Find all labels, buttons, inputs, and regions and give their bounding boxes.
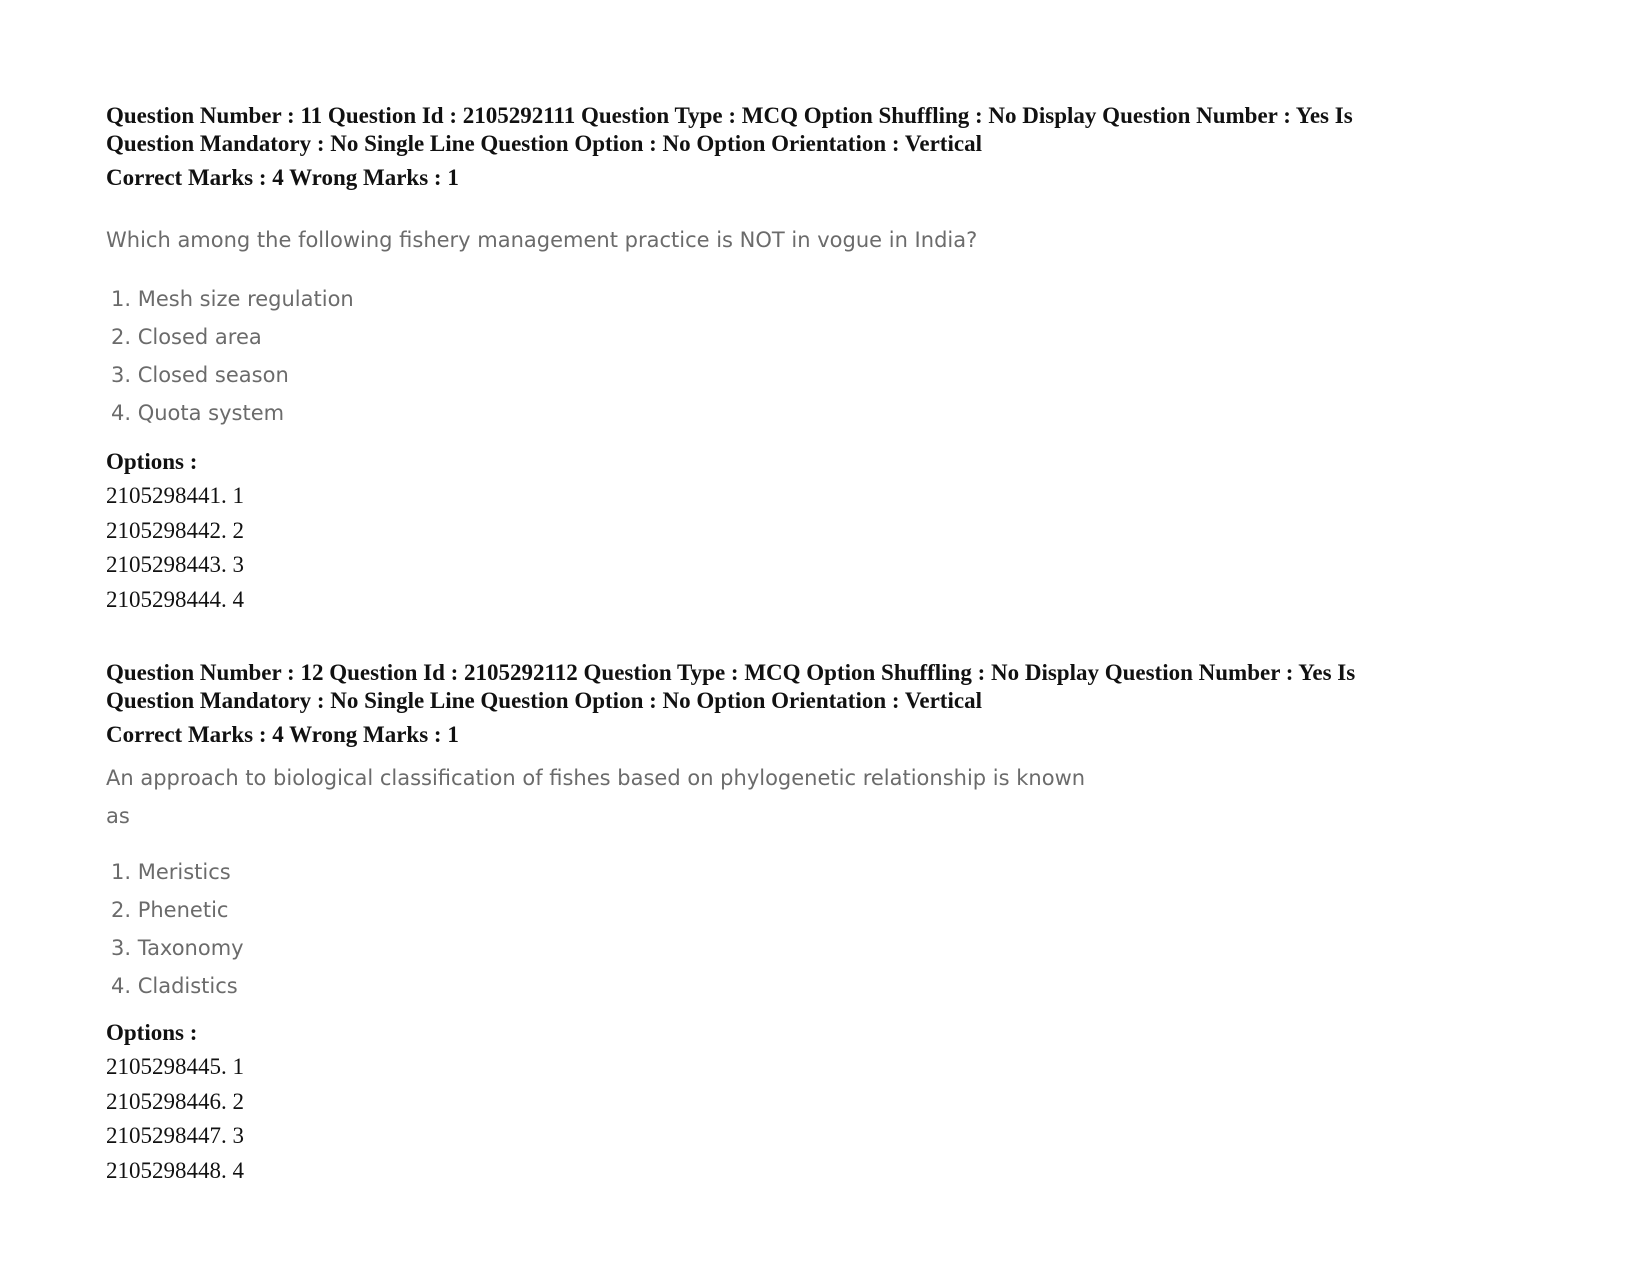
choice-item: 2. Closed area — [111, 325, 262, 349]
choice-item: 4. Cladistics — [111, 974, 238, 998]
question-11-options — [106, 445, 1546, 617]
question-12-options — [106, 1016, 1546, 1188]
choice-list — [106, 280, 1546, 432]
option-id-row: 2105298448. 4 — [106, 1157, 244, 1183]
question-11-choices — [106, 280, 1546, 432]
question-meta-line-2: Question Mandatory : No Single Line Question Option : No Option Orientation : Vertical — [106, 131, 982, 156]
question-12-body — [106, 759, 1546, 835]
question-11-body — [106, 221, 1546, 259]
option-id-row: 2105298443. 3 — [106, 552, 244, 577]
choice-item: 2. Phenetic — [111, 898, 229, 922]
question-11-block — [106, 102, 1546, 192]
question-meta-line-1: Question Number : 11 Question Id : 2105292111 Question Type : MCQ Option Shuffling : No Display Question Number : Yes Is — [106, 103, 1353, 128]
option-id-row: 2105298442. 2 — [106, 517, 244, 543]
choice-item: 4. Quota system — [111, 401, 285, 425]
choice-item: 1. Mesh size regulation — [111, 287, 354, 311]
question-marks: Correct Marks : 4 Wrong Marks : 1 — [106, 722, 459, 747]
options-label: Options : — [106, 449, 198, 474]
option-id-row: 2105298444. 4 — [106, 586, 244, 612]
options-label: Options : — [106, 1020, 198, 1045]
choice-item: 3. Taxonomy — [111, 936, 244, 960]
option-id-row: 2105298447. 3 — [106, 1123, 244, 1148]
question-12-choices — [106, 853, 1546, 1005]
choice-item: 1. Meristics — [111, 860, 231, 884]
question-text: An approach to biological classification of fishes based on phylogenetic relationship is known — [106, 766, 1086, 790]
option-id-row: 2105298441. 1 — [106, 483, 244, 508]
question-marks: Correct Marks : 4 Wrong Marks : 1 — [106, 165, 459, 190]
question-text: Which among the following fishery management practice is NOT in vogue in India? — [106, 228, 978, 252]
option-id-row: 2105298445. 1 — [106, 1054, 244, 1079]
question-12-block — [106, 659, 1546, 749]
question-meta-line-2: Question Mandatory : No Single Line Question Option : No Option Orientation : Vertical — [106, 688, 982, 713]
option-id-row: 2105298446. 2 — [106, 1088, 244, 1114]
question-text-continued: as — [106, 804, 130, 828]
question-meta-line-1: Question Number : 12 Question Id : 2105292112 Question Type : MCQ Option Shuffling : No Display Question Number : Yes Is — [106, 660, 1356, 685]
choice-list — [106, 853, 1546, 1005]
choice-item: 3. Closed season — [111, 363, 289, 387]
